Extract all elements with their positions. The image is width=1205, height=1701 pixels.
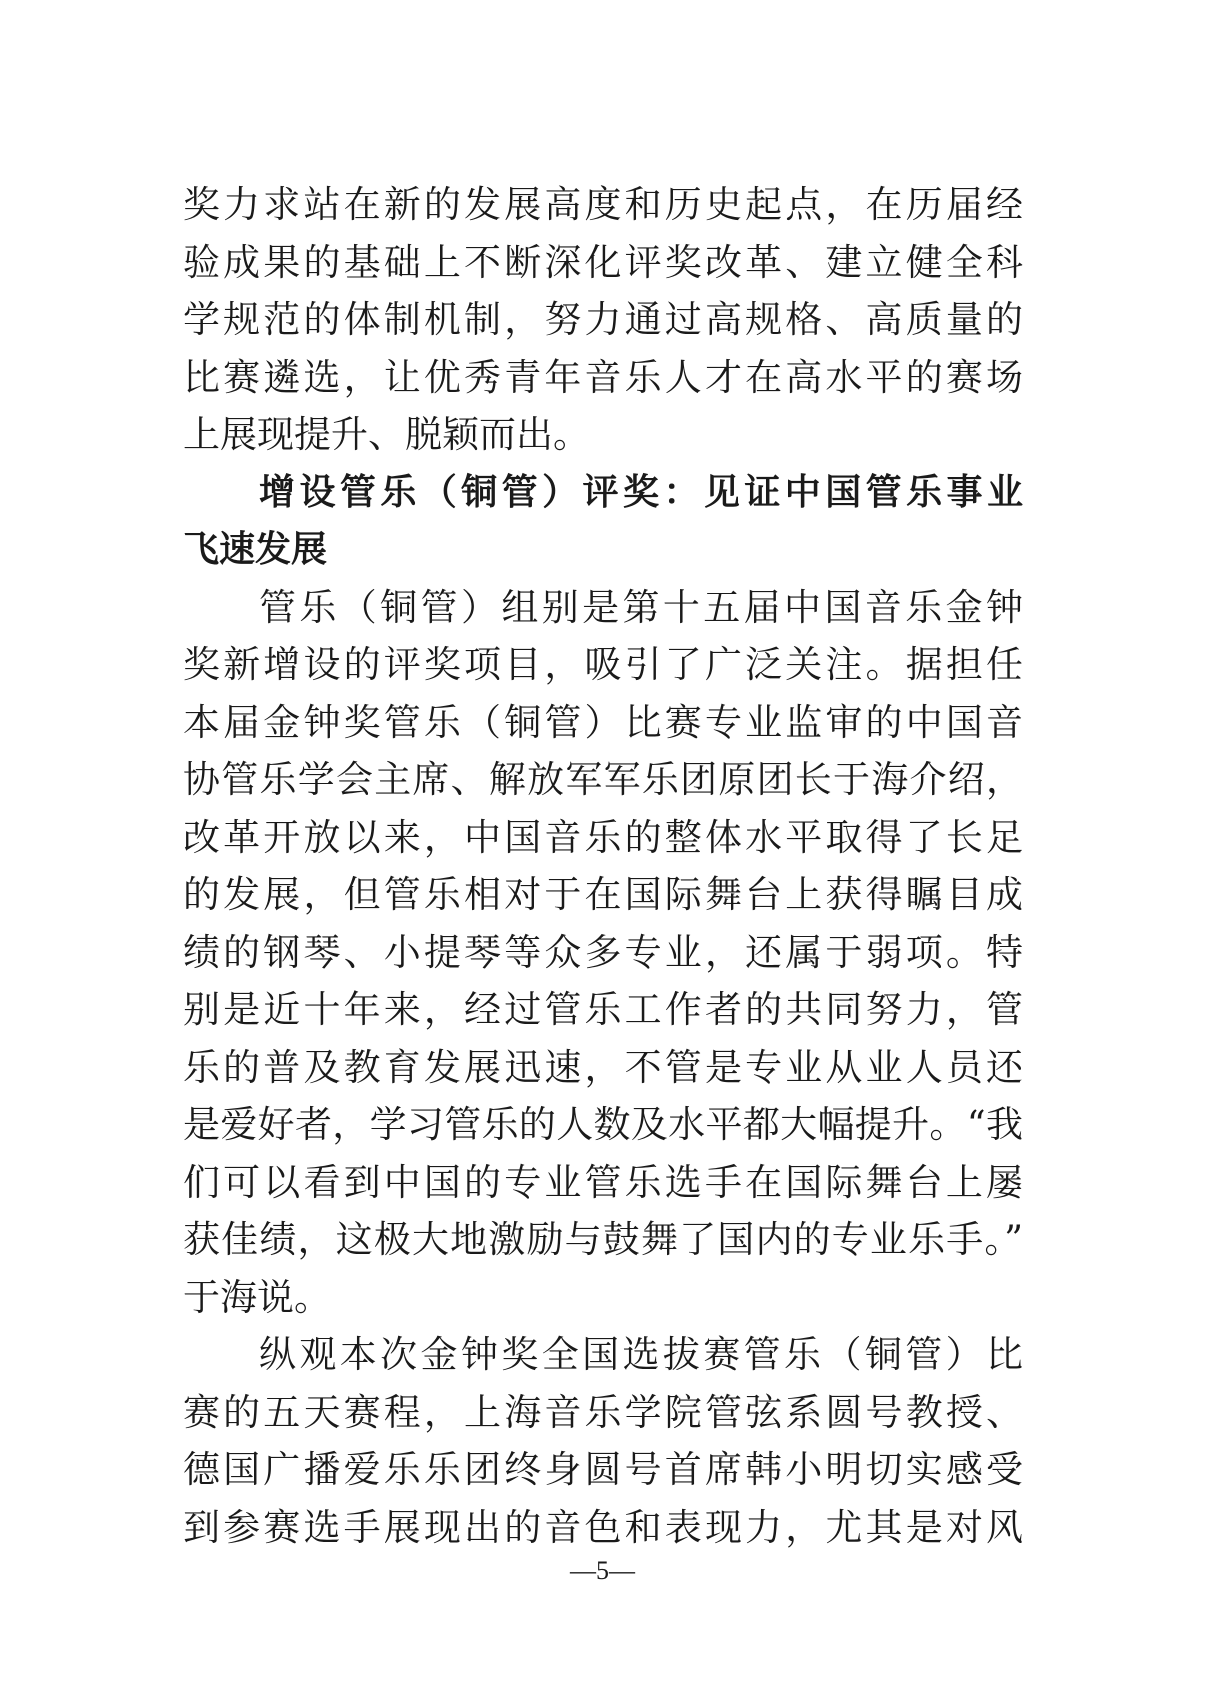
paragraph-line: 们可以看到中国的专业管乐选手在国际舞台上屡 xyxy=(183,1160,1023,1204)
paragraph-line: 赛的五天赛程，上海音乐学院管弦系圆号教授、 xyxy=(183,1390,1023,1434)
article-body xyxy=(183,176,1023,1556)
paragraph-line: 获佳绩，这极大地激励与鼓舞了国内的专业乐手。” xyxy=(183,1218,1023,1261)
paragraph-line: 德国广播爱乐乐团终身圆号首席韩小明切实感受 xyxy=(183,1448,1023,1491)
section-heading: 增设管乐（铜管）评奖：见证中国管乐事业 xyxy=(259,471,1023,513)
paragraph-line: 验成果的基础上不断深化评奖改革、建立健全科 xyxy=(183,240,1023,284)
paragraph-line: 上展现提升、脱颖而出。 xyxy=(183,413,590,456)
section-heading: 飞速发展 xyxy=(183,529,328,570)
paragraph-line: 是爱好者，学习管乐的人数及水平都大幅提升。“我 xyxy=(183,1103,1023,1146)
paragraph-line: 的发展，但管乐相对于在国际舞台上获得瞩目成 xyxy=(183,873,1023,916)
paragraph-line: 改革开放以来，中国音乐的整体水平取得了长足 xyxy=(183,815,1023,859)
paragraph-line: 管乐（铜管）组别是第十五届中国音乐金钟 xyxy=(259,585,1023,629)
paragraph-line: 乐的普及教育发展迅速，不管是专业从业人员还 xyxy=(183,1045,1023,1089)
paragraph-line: 奖力求站在新的发展高度和历史起点，在历届经 xyxy=(183,183,1023,226)
paragraph-line: 别是近十年来，经过管乐工作者的共同努力，管 xyxy=(183,988,1023,1031)
paragraph-line: 绩的钢琴、小提琴等众多专业，还属于弱项。特 xyxy=(183,930,1023,974)
page-number: —5— xyxy=(570,1556,635,1585)
paragraph-line: 本届金钟奖管乐（铜管）比赛专业监审的中国音 xyxy=(183,700,1023,744)
paragraph-line: 奖新增设的评奖项目，吸引了广泛关注。据担任 xyxy=(183,643,1023,686)
paragraph-line: 到参赛选手展现出的音色和表现力，尤其是对风 xyxy=(183,1505,1023,1549)
paragraph-line: 比赛遴选，让优秀青年音乐人才在高水平的赛场 xyxy=(183,355,1023,399)
paragraph-line: 于海说。 xyxy=(183,1275,331,1319)
paragraph-line: 纵观本次金钟奖全国选拔赛管乐（铜管）比 xyxy=(259,1333,1023,1376)
paragraph-line: 学规范的体制机制，努力通过高规格、高质量的 xyxy=(183,298,1023,341)
paragraph-line: 协管乐学会主席、解放军军乐团原团长于海介绍， xyxy=(183,758,1023,801)
